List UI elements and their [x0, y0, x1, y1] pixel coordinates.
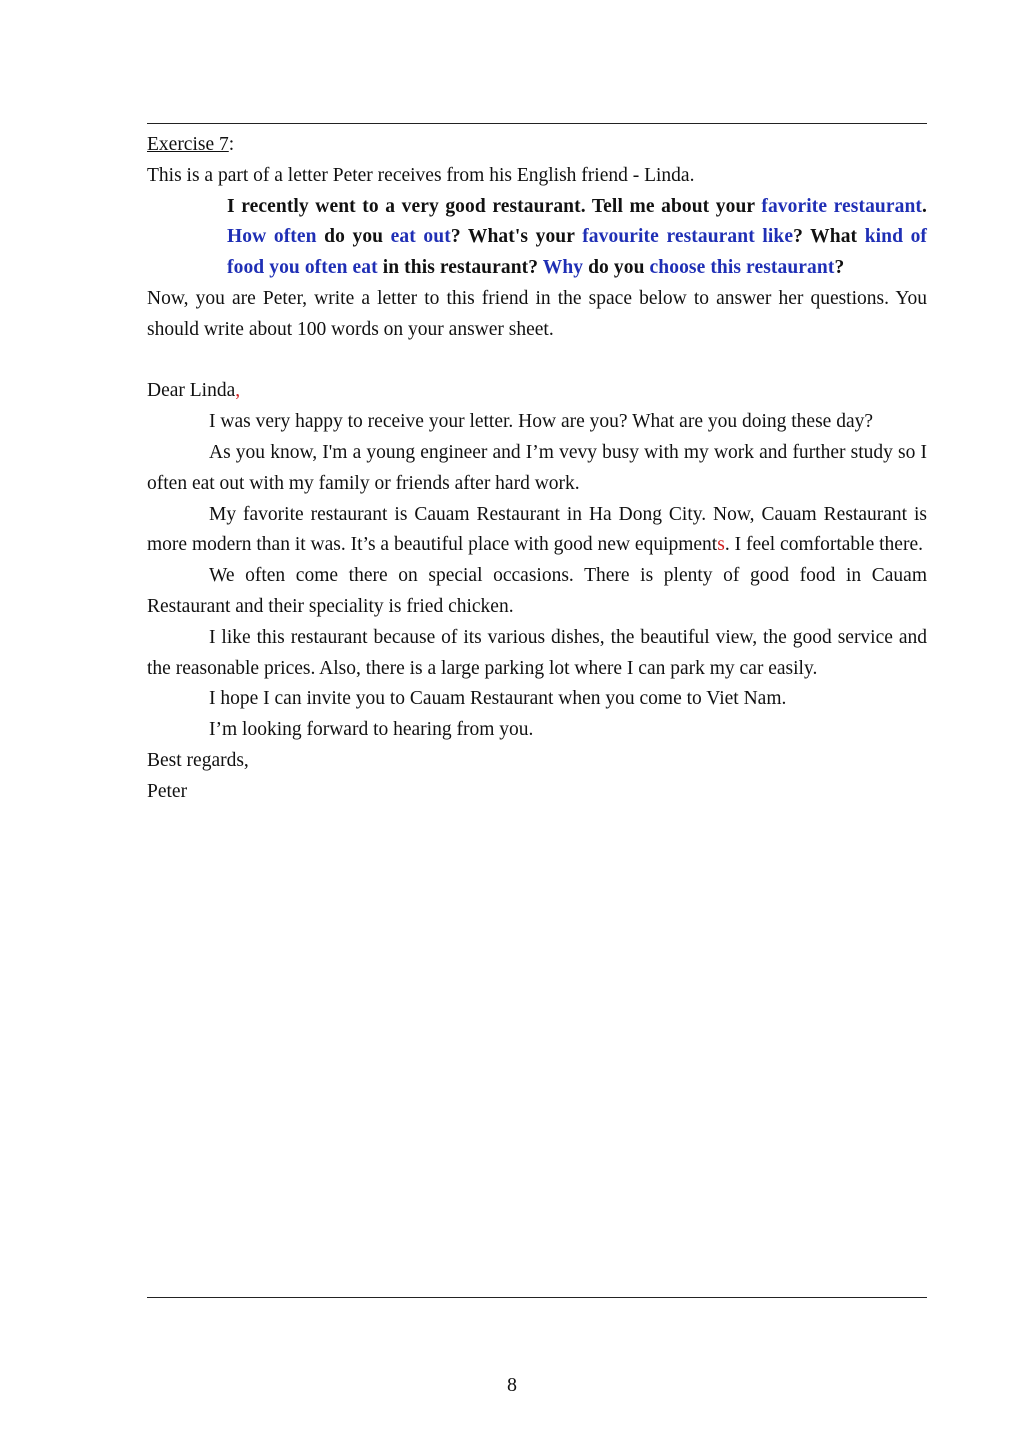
letter-paragraph-7: I’m looking forward to hearing from you. [209, 719, 534, 741]
footer-rule [147, 1297, 927, 1298]
quote-segment: ? What [793, 226, 865, 248]
letter-paragraph-5: I like this restaurant because of its various dishes, the beautiful view, the good service and the reasonable prices. Also, there is a large parking lot where I can park my car easily. [147, 626, 927, 679]
quote-segment: do you [316, 226, 391, 248]
quote-highlight: favourite restaurant like [582, 226, 794, 248]
letter-paragraph-6: I hope I can invite you to Cauam Restaurant when you come to Viet Nam. [209, 688, 787, 710]
letter-paragraph-1: I was very happy to receive your letter. How are you? What are you doing these day? [209, 411, 874, 433]
quote-segment: ? What's your [450, 226, 583, 248]
letter-paragraph-4: We often come there on special occasions. There is plenty of good food in Cauam Restaurant and their speciality is fried chicken. [147, 565, 927, 617]
quote-segment: do you [583, 257, 650, 279]
quote-highlight: favorite restaurant [761, 195, 923, 217]
salutation-text: Dear Linda [147, 380, 236, 402]
quote-highlight: eat out [390, 226, 451, 248]
letter-paragraph-3 [147, 500, 927, 562]
letter-closing: Best regards, [147, 749, 249, 771]
quote-highlight: choose this restaurant [649, 257, 835, 279]
spacer [147, 346, 927, 377]
header-rule [147, 123, 927, 124]
letter-paragraph-2: As you know, I'm a young engineer and I’m vevy busy with my work and further study so I often eat out with my family or friends after hard work. [147, 441, 927, 494]
quote-segment: I recently went to a very good restaurant. Tell me about your [227, 195, 762, 217]
salutation-comma: , [235, 380, 241, 402]
exercise-intro: This is a part of a letter Peter receives from his English friend - Linda. [147, 164, 695, 186]
letter-salutation [147, 376, 927, 407]
quote-segment: in this restaurant? [377, 257, 543, 279]
p3-text-before: My favorite restaurant is Cauam Restaurant in Ha Dong City. Now, Cauam Restaurant is more modern than it was. It’s a beautiful place with good new equipment [147, 503, 927, 556]
exercise-colon: : [228, 134, 235, 155]
quote-highlight: kind of food you often eat [227, 226, 928, 279]
p3-text-after: . I feel comfortable there. [724, 534, 923, 556]
quote-highlight: Why [542, 257, 584, 279]
letter-quote [227, 192, 927, 284]
exercise-heading [147, 130, 927, 161]
page-body [147, 130, 927, 808]
p3-correction-mark: s [717, 534, 725, 556]
page-number: 8 [507, 1374, 517, 1396]
exercise-label: Exercise 7 [147, 134, 229, 155]
letter-signature: Peter [147, 780, 188, 802]
quote-segment: ? [834, 257, 845, 279]
quote-highlight: How often [227, 226, 317, 248]
quote-segment: . [922, 195, 928, 217]
instructions: Now, you are Peter, write a letter to this friend in the space below to answer her questions. You should write about 100 words on your answer sheet. [147, 287, 927, 340]
